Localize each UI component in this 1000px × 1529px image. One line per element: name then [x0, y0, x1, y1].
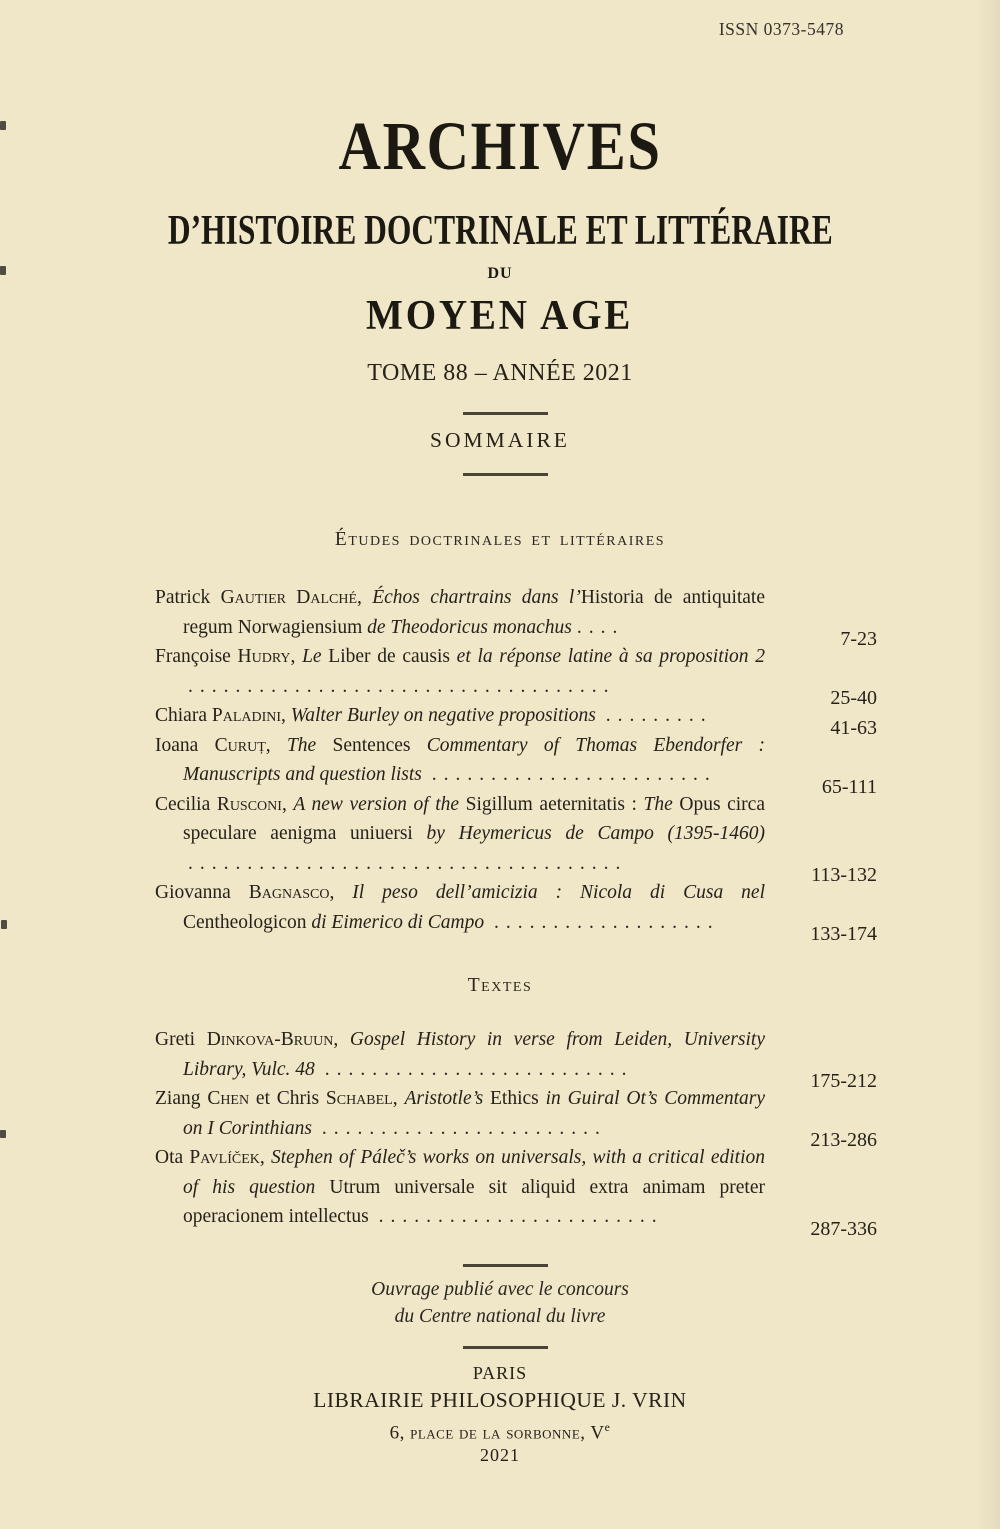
- text-segment: Cecilia: [155, 793, 217, 815]
- journal-title2-row: [0, 295, 1000, 337]
- funding-note: [0, 1276, 1000, 1330]
- text-segment: ,: [392, 1088, 405, 1109]
- text-segment: ,: [333, 1029, 350, 1050]
- dot-leader: ..........................: [324, 1058, 634, 1080]
- text-segment: Ota: [155, 1147, 190, 1168]
- scan-artifact-mark: [0, 1130, 6, 1138]
- text-segment: Opus circa speculare aenigma uniuersi: [183, 793, 765, 844]
- page-range: 25-40: [830, 687, 877, 709]
- text-segment: Sigillum aeternitatis :: [465, 793, 644, 815]
- publisher-address: [0, 1417, 1000, 1444]
- toc-entry: [155, 1025, 877, 1092]
- text-segment: Stephen of Páleč’s works on universals, with a critical edition of his question: [183, 1147, 765, 1198]
- dot-leader: ...................: [494, 911, 720, 933]
- text-segment: Giovanna: [155, 882, 249, 903]
- toc-entry: [155, 1084, 877, 1151]
- text-segment: Bagnasco: [248, 882, 330, 903]
- text-segment: Greti: [155, 1029, 207, 1050]
- page-range: 287-336: [810, 1217, 877, 1240]
- text-segment: Schabel: [325, 1088, 393, 1109]
- text-segment: Commentary of Thomas Ebendorfer : Manuscripts and question lists: [183, 734, 765, 785]
- text-segment: Sentences: [332, 734, 427, 756]
- text-segment: Centheologicon: [183, 911, 312, 933]
- text-segment: Ioana: [155, 734, 215, 756]
- text-segment: in Guiral Ot’s Commentary on I Corinthians: [183, 1088, 766, 1139]
- publisher-name: LIBRAIRIE PHILOSOPHIQUE J. VRIN: [313, 1388, 687, 1412]
- dot-leader: .........: [605, 705, 713, 726]
- toc-section-heading: Textes: [467, 975, 533, 996]
- text-segment: Ethics: [490, 1088, 546, 1109]
- text-segment: Il peso dell’amicizia : Nicola di Cusa nel: [352, 882, 765, 903]
- divider-rule: [463, 1346, 548, 1349]
- text-segment: Curuț: [214, 734, 266, 756]
- text-segment: Ziang: [155, 1088, 208, 1109]
- text-segment: ,: [329, 882, 353, 903]
- text-segment: et la réponse latine à sa proposition 2: [456, 646, 765, 667]
- scan-artifact-mark: [0, 121, 6, 130]
- text-segment: ,: [290, 646, 303, 667]
- text-segment: Dinkova-Bruun: [206, 1029, 334, 1050]
- volume-year-line: TOME 88 – ANNÉE 2021: [367, 360, 633, 386]
- page-range: 113-132: [811, 864, 877, 886]
- table-of-contents: [155, 525, 877, 1240]
- text-segment: Aristotle’s: [404, 1088, 491, 1109]
- text-segment: Le: [302, 646, 329, 667]
- dot-leader: ........................: [378, 1206, 664, 1227]
- page-range: 65-111: [821, 775, 877, 798]
- text-segment: , V: [580, 1422, 605, 1444]
- toc-entry: [155, 878, 877, 945]
- journal-subtitle-row: [0, 210, 1000, 252]
- journal-title2: MOYEN AGE: [366, 293, 634, 339]
- page-range: 133-174: [810, 923, 877, 945]
- text-segment: Paladini: [211, 705, 282, 726]
- issn-number: ISSN 0373-5478: [718, 19, 844, 39]
- publication-year: 2021: [480, 1445, 520, 1465]
- text-segment: 6,: [389, 1422, 411, 1444]
- text-segment: Pavlíček: [189, 1147, 260, 1168]
- publisher-city: PARIS: [472, 1363, 528, 1383]
- text-segment: The: [286, 734, 333, 756]
- divider-rule: [463, 1264, 548, 1267]
- dot-leader: ....: [576, 616, 625, 638]
- text-segment: Liber de causis: [328, 646, 457, 667]
- toc-entry: [155, 731, 877, 798]
- text-segment: ,: [265, 734, 287, 756]
- toc-entry: [155, 1143, 877, 1240]
- text-segment: by Heymericus de Campo (1395-1460): [426, 823, 765, 844]
- toc-entry: [155, 583, 877, 650]
- funding-note-line1: Ouvrage publié avec le concours: [371, 1279, 629, 1300]
- text-segment: The: [643, 793, 680, 815]
- toc-entry: [155, 701, 877, 739]
- sommaire-heading: SOMMAIRE: [430, 428, 570, 452]
- dot-leader: ....................................: [188, 675, 616, 697]
- text-segment: place de la sorbonne: [410, 1422, 581, 1444]
- funding-note-line2: du Centre national du livre: [394, 1306, 606, 1327]
- journal-title: ARCHIVES: [338, 108, 662, 184]
- divider-rule: [463, 412, 548, 415]
- text-segment: Chen: [207, 1088, 250, 1109]
- text-segment: et Chris: [249, 1088, 326, 1109]
- text-segment: Patrick: [155, 587, 221, 608]
- toc-section-heading: Études doctrinales et littéraires: [334, 529, 666, 550]
- journal-subtitle: D’HISTOIRE DOCTRINALE ET LITTÉRAIRE: [167, 208, 833, 254]
- toc-entry: [155, 790, 877, 886]
- text-segment: ,: [357, 587, 373, 608]
- text-segment: Utrum universale sit aliquid extra animam preter operacionem intellectus: [183, 1176, 765, 1227]
- journal-title-row: [0, 108, 1000, 184]
- text-segment: de Theodoricus monachus: [367, 616, 572, 638]
- page-range: 7-23: [840, 628, 877, 650]
- scan-artifact-mark: [0, 266, 6, 275]
- text-segment: ,: [281, 705, 291, 726]
- dot-leader: .....................................: [188, 852, 628, 874]
- text-segment: Chiara: [155, 705, 212, 726]
- page-range: 41-63: [830, 716, 877, 739]
- page-range: 213-286: [810, 1129, 877, 1151]
- text-segment: e: [604, 1421, 611, 1434]
- text-segment: Gospel History in verse from Leiden, University Library, Vulc. 48: [183, 1029, 765, 1080]
- text-segment: Rusconi: [216, 793, 282, 815]
- text-segment: Hudry: [237, 646, 291, 667]
- text-segment: Historia de antiquitate regum Norwagiensium: [183, 587, 766, 638]
- text-segment: A new version of the: [293, 793, 466, 815]
- journal-subtitle-du: DU: [487, 265, 513, 282]
- text-segment: Gautier Dalché: [220, 587, 358, 608]
- page-range: 175-212: [810, 1070, 877, 1092]
- text-segment: Walter Burley on negative propositions: [290, 705, 601, 726]
- text-segment: ,: [281, 793, 294, 815]
- text-segment: Échos chartrains dans l’: [372, 587, 581, 608]
- text-segment: ,: [259, 1147, 272, 1168]
- toc-entry: [155, 642, 877, 709]
- scan-artifact-mark: [1, 920, 7, 929]
- text-segment: di Eimerico di Campo: [311, 911, 490, 933]
- dot-leader: ........................: [321, 1117, 607, 1139]
- dot-leader: ........................: [431, 764, 717, 785]
- text-segment: Françoise: [155, 646, 238, 667]
- divider-rule: [463, 473, 548, 476]
